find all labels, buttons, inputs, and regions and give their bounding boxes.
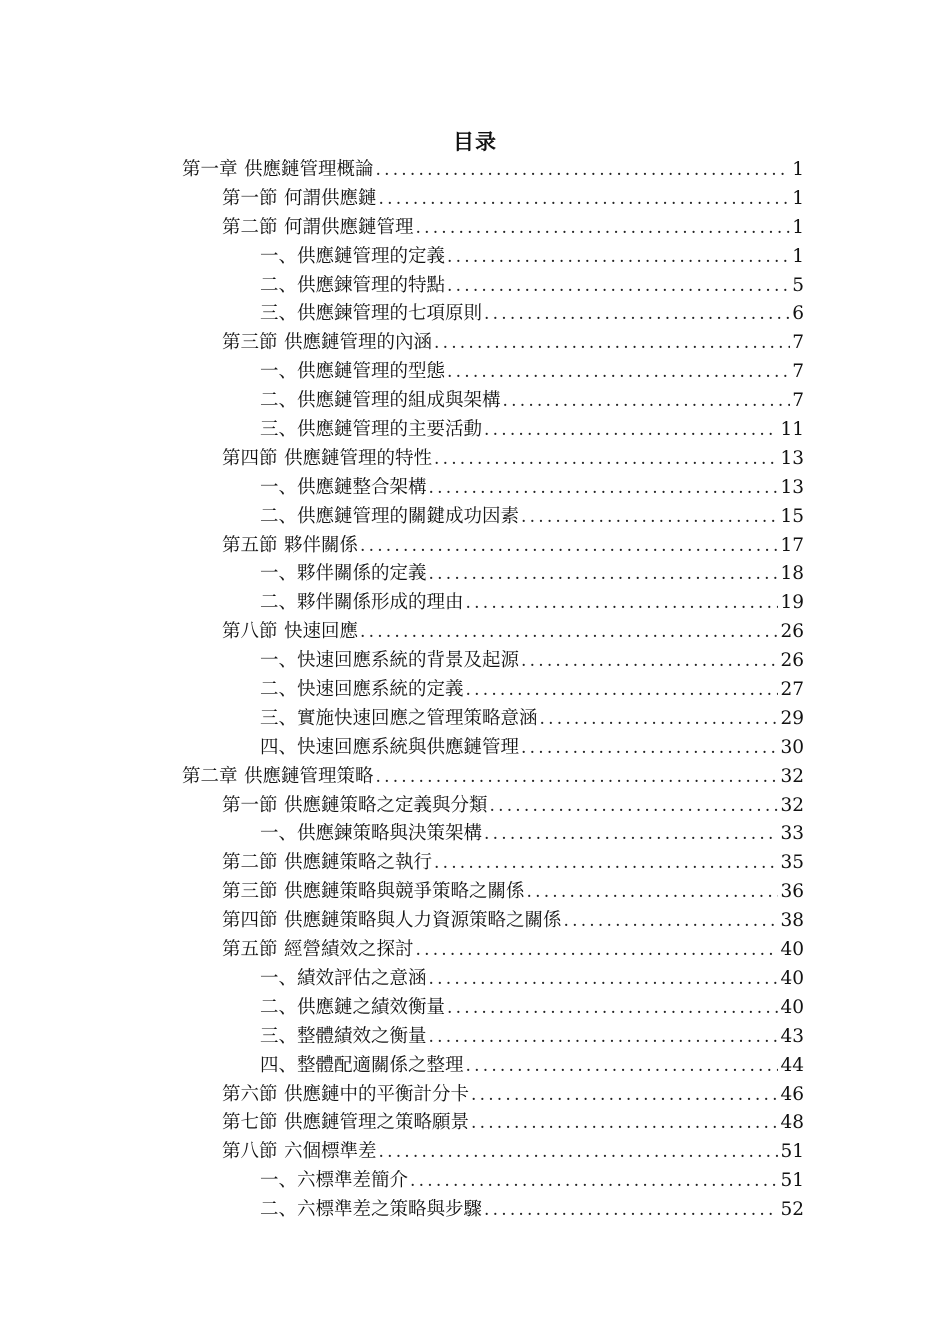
toc-entry[interactable] <box>222 1109 804 1138</box>
toc-entry[interactable] <box>222 792 804 821</box>
toc-entry-page: 26 <box>780 650 804 672</box>
toc-entry-number: 第八節 <box>222 621 278 643</box>
toc-entry-page: 29 <box>780 707 804 729</box>
dot-leader <box>429 965 779 994</box>
toc-entry-text: 二、供應鍊管理的特點 <box>260 274 446 296</box>
toc-entry[interactable] <box>260 358 804 387</box>
toc-entry-page: 7 <box>792 361 804 383</box>
dot-leader <box>564 907 779 936</box>
toc-entry-page: 33 <box>780 823 804 845</box>
toc-entry-label <box>222 1109 471 1138</box>
toc-entry[interactable] <box>222 185 804 214</box>
toc-entry[interactable] <box>222 1138 804 1167</box>
toc-entry-text: 供應鏈管理的內涵 <box>283 332 432 354</box>
toc-entry-page: 1 <box>792 245 804 267</box>
toc-entry-text: 何謂供應鏈管理 <box>283 216 414 238</box>
toc-entry-page: 13 <box>780 476 804 498</box>
toc-entry-text: 一、六標準差簡介 <box>260 1170 409 1192</box>
toc-entry-label <box>222 907 564 936</box>
toc-entry-text: 何謂供應鏈 <box>283 187 377 209</box>
dot-leader <box>429 560 779 589</box>
toc-entry-text: 三、實施快速回應之管理策略意涵 <box>260 707 538 729</box>
toc-entry-page: 32 <box>780 794 804 816</box>
toc-entry-text: 供應鏈策略之定義與分類 <box>283 794 488 816</box>
toc-entry-label <box>260 994 447 1023</box>
toc-entry-text: 夥伴關係 <box>283 534 358 556</box>
toc-entry-page: 11 <box>780 419 804 441</box>
toc-entry[interactable] <box>260 994 804 1023</box>
toc-entry-page: 52 <box>780 1199 804 1221</box>
toc-entry-text: 一、供應鍊策略與決策架構 <box>260 823 483 845</box>
toc-entry-text: 供應鏈管理策略 <box>243 765 374 787</box>
toc-entry-label <box>222 185 379 214</box>
toc-entry-text: 供應鏈中的平衡計分卡 <box>283 1083 469 1105</box>
toc-entry-number: 第一節 <box>222 794 278 816</box>
toc-entry[interactable] <box>260 272 804 301</box>
toc-entry-label <box>222 936 416 965</box>
toc-entry-number: 第七節 <box>222 1112 278 1134</box>
toc-entry[interactable] <box>222 214 804 243</box>
toc-entry-text: 二、夥伴關係形成的理由 <box>260 592 464 614</box>
toc-entry-page: 38 <box>780 910 804 932</box>
toc-entry-page: 15 <box>780 505 804 527</box>
dot-leader <box>447 358 790 387</box>
toc-entry-text: 一、供應鏈整合架構 <box>260 476 427 498</box>
toc-entry-page: 46 <box>780 1083 804 1105</box>
toc-entry-label <box>260 300 484 329</box>
toc-entry[interactable] <box>260 243 804 272</box>
toc-entry-number: 第三節 <box>222 332 278 354</box>
toc-entry[interactable] <box>182 763 804 792</box>
toc-entry-number: 第一章 <box>182 159 238 180</box>
toc-entry-label <box>222 1081 471 1110</box>
toc-entry-label <box>260 734 521 763</box>
toc-entry[interactable] <box>260 1167 804 1196</box>
toc-entry-label <box>260 1196 484 1225</box>
dot-leader <box>447 994 778 1023</box>
toc-entry-page: 32 <box>780 765 804 787</box>
toc-entry-page: 30 <box>780 736 804 758</box>
toc-entry[interactable] <box>260 734 804 763</box>
toc-entry-page: 48 <box>780 1112 804 1134</box>
toc-entry-page: 40 <box>780 967 804 989</box>
toc-entry[interactable] <box>260 820 804 849</box>
toc-entry-text: 二、供應鏈之績效衡量 <box>260 996 446 1018</box>
toc-entry[interactable] <box>222 618 804 647</box>
toc-entry-number: 第二章 <box>182 765 238 787</box>
dot-leader <box>447 243 790 272</box>
toc-entry[interactable] <box>222 1081 804 1110</box>
toc-entry-text: 三、整體績效之衡量 <box>260 1025 427 1047</box>
table-of-contents <box>0 156 950 1225</box>
toc-entry-page: 43 <box>780 1025 804 1047</box>
dot-leader <box>360 618 778 647</box>
toc-entry-label <box>260 589 466 618</box>
toc-entry-label <box>260 705 540 734</box>
toc-entry-page: 17 <box>780 534 804 556</box>
toc-entry-page: 40 <box>780 939 804 961</box>
toc-entry-text: 四、整體配適關係之整理 <box>260 1054 464 1076</box>
dot-leader <box>379 1138 779 1167</box>
toc-entry[interactable] <box>222 532 804 561</box>
toc-entry[interactable] <box>260 647 804 676</box>
toc-entry[interactable] <box>260 300 804 329</box>
toc-entry-page: 18 <box>780 563 804 585</box>
toc-entry-text: 一、供應鏈管理的型態 <box>260 361 446 383</box>
toc-entry[interactable] <box>222 445 804 474</box>
dot-leader <box>410 1167 778 1196</box>
dot-leader <box>484 416 778 445</box>
toc-entry[interactable] <box>222 849 804 878</box>
dot-leader <box>540 705 779 734</box>
toc-entry[interactable] <box>260 387 804 416</box>
toc-entry-text: 供應鏈策略與人力資源策略之關係 <box>283 910 562 932</box>
toc-entry-text: 三、供應鏈管理的主要活動 <box>260 419 483 441</box>
dot-leader <box>379 185 791 214</box>
toc-entry-label <box>222 1138 379 1167</box>
toc-entry-text: 一、夥伴關係的定義 <box>260 563 427 585</box>
toc-entry-label <box>222 329 434 358</box>
toc-entry-label <box>260 387 503 416</box>
dot-leader <box>434 329 790 358</box>
dot-leader <box>429 1023 779 1052</box>
toc-entry-label <box>182 763 376 792</box>
toc-entry-label <box>260 1052 466 1081</box>
toc-entry-page: 5 <box>792 274 804 296</box>
toc-entry-page: 51 <box>780 1170 804 1192</box>
toc-entry-page: 40 <box>780 996 804 1018</box>
toc-entry[interactable] <box>260 1196 804 1225</box>
toc-entry[interactable] <box>222 936 804 965</box>
toc-entry-text: 一、快速回應系統的背景及起源 <box>260 650 520 672</box>
toc-entry-text: 二、供應鏈管理的關鍵成功因素 <box>260 505 520 527</box>
toc-entry-text: 一、績效評估之意涵 <box>260 967 427 989</box>
toc-entry[interactable] <box>260 676 804 705</box>
toc-entry[interactable] <box>260 560 804 589</box>
toc-entry-number: 第一節 <box>222 187 278 209</box>
toc-entry-number: 第四節 <box>222 910 278 932</box>
toc-entry[interactable] <box>260 503 804 532</box>
toc-entry-label <box>260 676 466 705</box>
toc-entry-number: 第三節 <box>222 881 278 903</box>
toc-entry-label <box>222 878 527 907</box>
toc-entry-label <box>222 532 360 561</box>
toc-entry-label <box>260 965 429 994</box>
toc-entry-number: 第二節 <box>222 216 278 238</box>
dot-leader <box>376 763 779 792</box>
toc-entry-page: 35 <box>780 852 804 874</box>
toc-entry-text: 二、六標準差之策略與步驟 <box>260 1199 483 1221</box>
toc-entry-text: 供應鏈策略之執行 <box>283 852 432 874</box>
dot-leader <box>466 1052 779 1081</box>
toc-entry-text: 二、供應鏈管理的組成與架構 <box>260 390 501 412</box>
dot-leader <box>466 589 779 618</box>
toc-entry-text: 供應鏈管理之策略願景 <box>283 1112 469 1134</box>
toc-entry-text: 快速回應 <box>283 621 358 643</box>
toc-entry-number: 第八節 <box>222 1141 278 1163</box>
dot-leader <box>429 474 779 503</box>
toc-entry-text: 二、快速回應系統的定義 <box>260 679 464 701</box>
toc-entry-page: 27 <box>780 679 804 701</box>
toc-entry-page: 1 <box>792 216 804 238</box>
dot-leader <box>521 734 778 763</box>
toc-entry-label <box>260 272 447 301</box>
toc-entry-page: 26 <box>780 621 804 643</box>
toc-entry-text: 供應鏈策略與競爭策略之關係 <box>283 881 525 903</box>
dot-leader <box>484 1196 778 1225</box>
toc-entry[interactable] <box>260 589 804 618</box>
toc-entry-label <box>260 416 484 445</box>
dot-leader <box>434 849 778 878</box>
toc-entry-text: 供應鏈管理的特性 <box>283 447 432 469</box>
toc-entry[interactable] <box>260 965 804 994</box>
dot-leader <box>416 214 791 243</box>
dot-leader <box>521 503 778 532</box>
toc-entry-page: 36 <box>780 881 804 903</box>
toc-entry-page: 7 <box>792 390 804 412</box>
toc-title: 目录 <box>453 130 497 154</box>
toc-entry-number: 第五節 <box>222 534 278 556</box>
dot-leader <box>471 1109 778 1138</box>
toc-entry-label <box>260 503 521 532</box>
toc-entry-label <box>222 214 416 243</box>
toc-entry-text: 供應鏈管理概論 <box>243 159 374 180</box>
toc-entry-label <box>260 1023 429 1052</box>
toc-entry-label <box>222 792 490 821</box>
toc-entry-text: 六個標準差 <box>283 1141 377 1163</box>
toc-entry-label <box>260 474 429 503</box>
toc-entry-page: 1 <box>792 159 804 180</box>
dot-leader <box>416 936 779 965</box>
toc-entry-page: 19 <box>780 592 804 614</box>
dot-leader <box>503 387 791 416</box>
toc-entry-label <box>260 560 429 589</box>
toc-entry-text: 四、快速回應系統與供應鏈管理 <box>260 736 520 758</box>
toc-entry-page: 51 <box>780 1141 804 1163</box>
dot-leader <box>360 532 778 561</box>
toc-entry[interactable] <box>222 878 804 907</box>
dot-leader <box>434 445 778 474</box>
dot-leader <box>466 676 779 705</box>
toc-entry-text: 經營績效之探討 <box>283 939 414 961</box>
dot-leader <box>471 1081 778 1110</box>
dot-leader <box>484 820 778 849</box>
toc-entry[interactable] <box>222 329 804 358</box>
toc-entry-page: 1 <box>792 187 804 209</box>
dot-leader <box>447 272 790 301</box>
toc-entry-label <box>260 1167 410 1196</box>
toc-entry-label <box>222 849 434 878</box>
dot-leader <box>521 647 778 676</box>
toc-entry-number: 第五節 <box>222 939 278 961</box>
toc-entry-number: 第六節 <box>222 1083 278 1105</box>
toc-entry-page: 44 <box>780 1054 804 1076</box>
toc-entry-label <box>222 445 434 474</box>
toc-entry-page: 7 <box>792 332 804 354</box>
toc-entry[interactable] <box>260 474 804 503</box>
toc-entry-label <box>182 156 376 185</box>
toc-entry-label <box>260 358 447 387</box>
toc-entry-label <box>260 820 484 849</box>
dot-leader <box>376 156 791 185</box>
toc-entry-label <box>222 618 360 647</box>
dot-leader <box>527 878 779 907</box>
toc-entry[interactable] <box>260 1052 804 1081</box>
toc-entry[interactable] <box>260 1023 804 1052</box>
dot-leader <box>490 792 779 821</box>
toc-entry-number: 第二節 <box>222 852 278 874</box>
toc-entry-text: 一、供應鏈管理的定義 <box>260 245 446 267</box>
toc-entry-page: 13 <box>780 447 804 469</box>
toc-entry-label <box>260 647 521 676</box>
toc-entry-page: 6 <box>792 303 804 325</box>
toc-entry[interactable] <box>260 705 804 734</box>
toc-entry[interactable] <box>222 907 804 936</box>
dot-leader <box>484 300 790 329</box>
toc-entry[interactable] <box>182 156 804 185</box>
toc-entry-text: 三、供應鍊管理的七項原則 <box>260 303 483 325</box>
toc-entry-label <box>260 243 447 272</box>
toc-entry-number: 第四節 <box>222 447 278 469</box>
toc-entry[interactable] <box>260 416 804 445</box>
